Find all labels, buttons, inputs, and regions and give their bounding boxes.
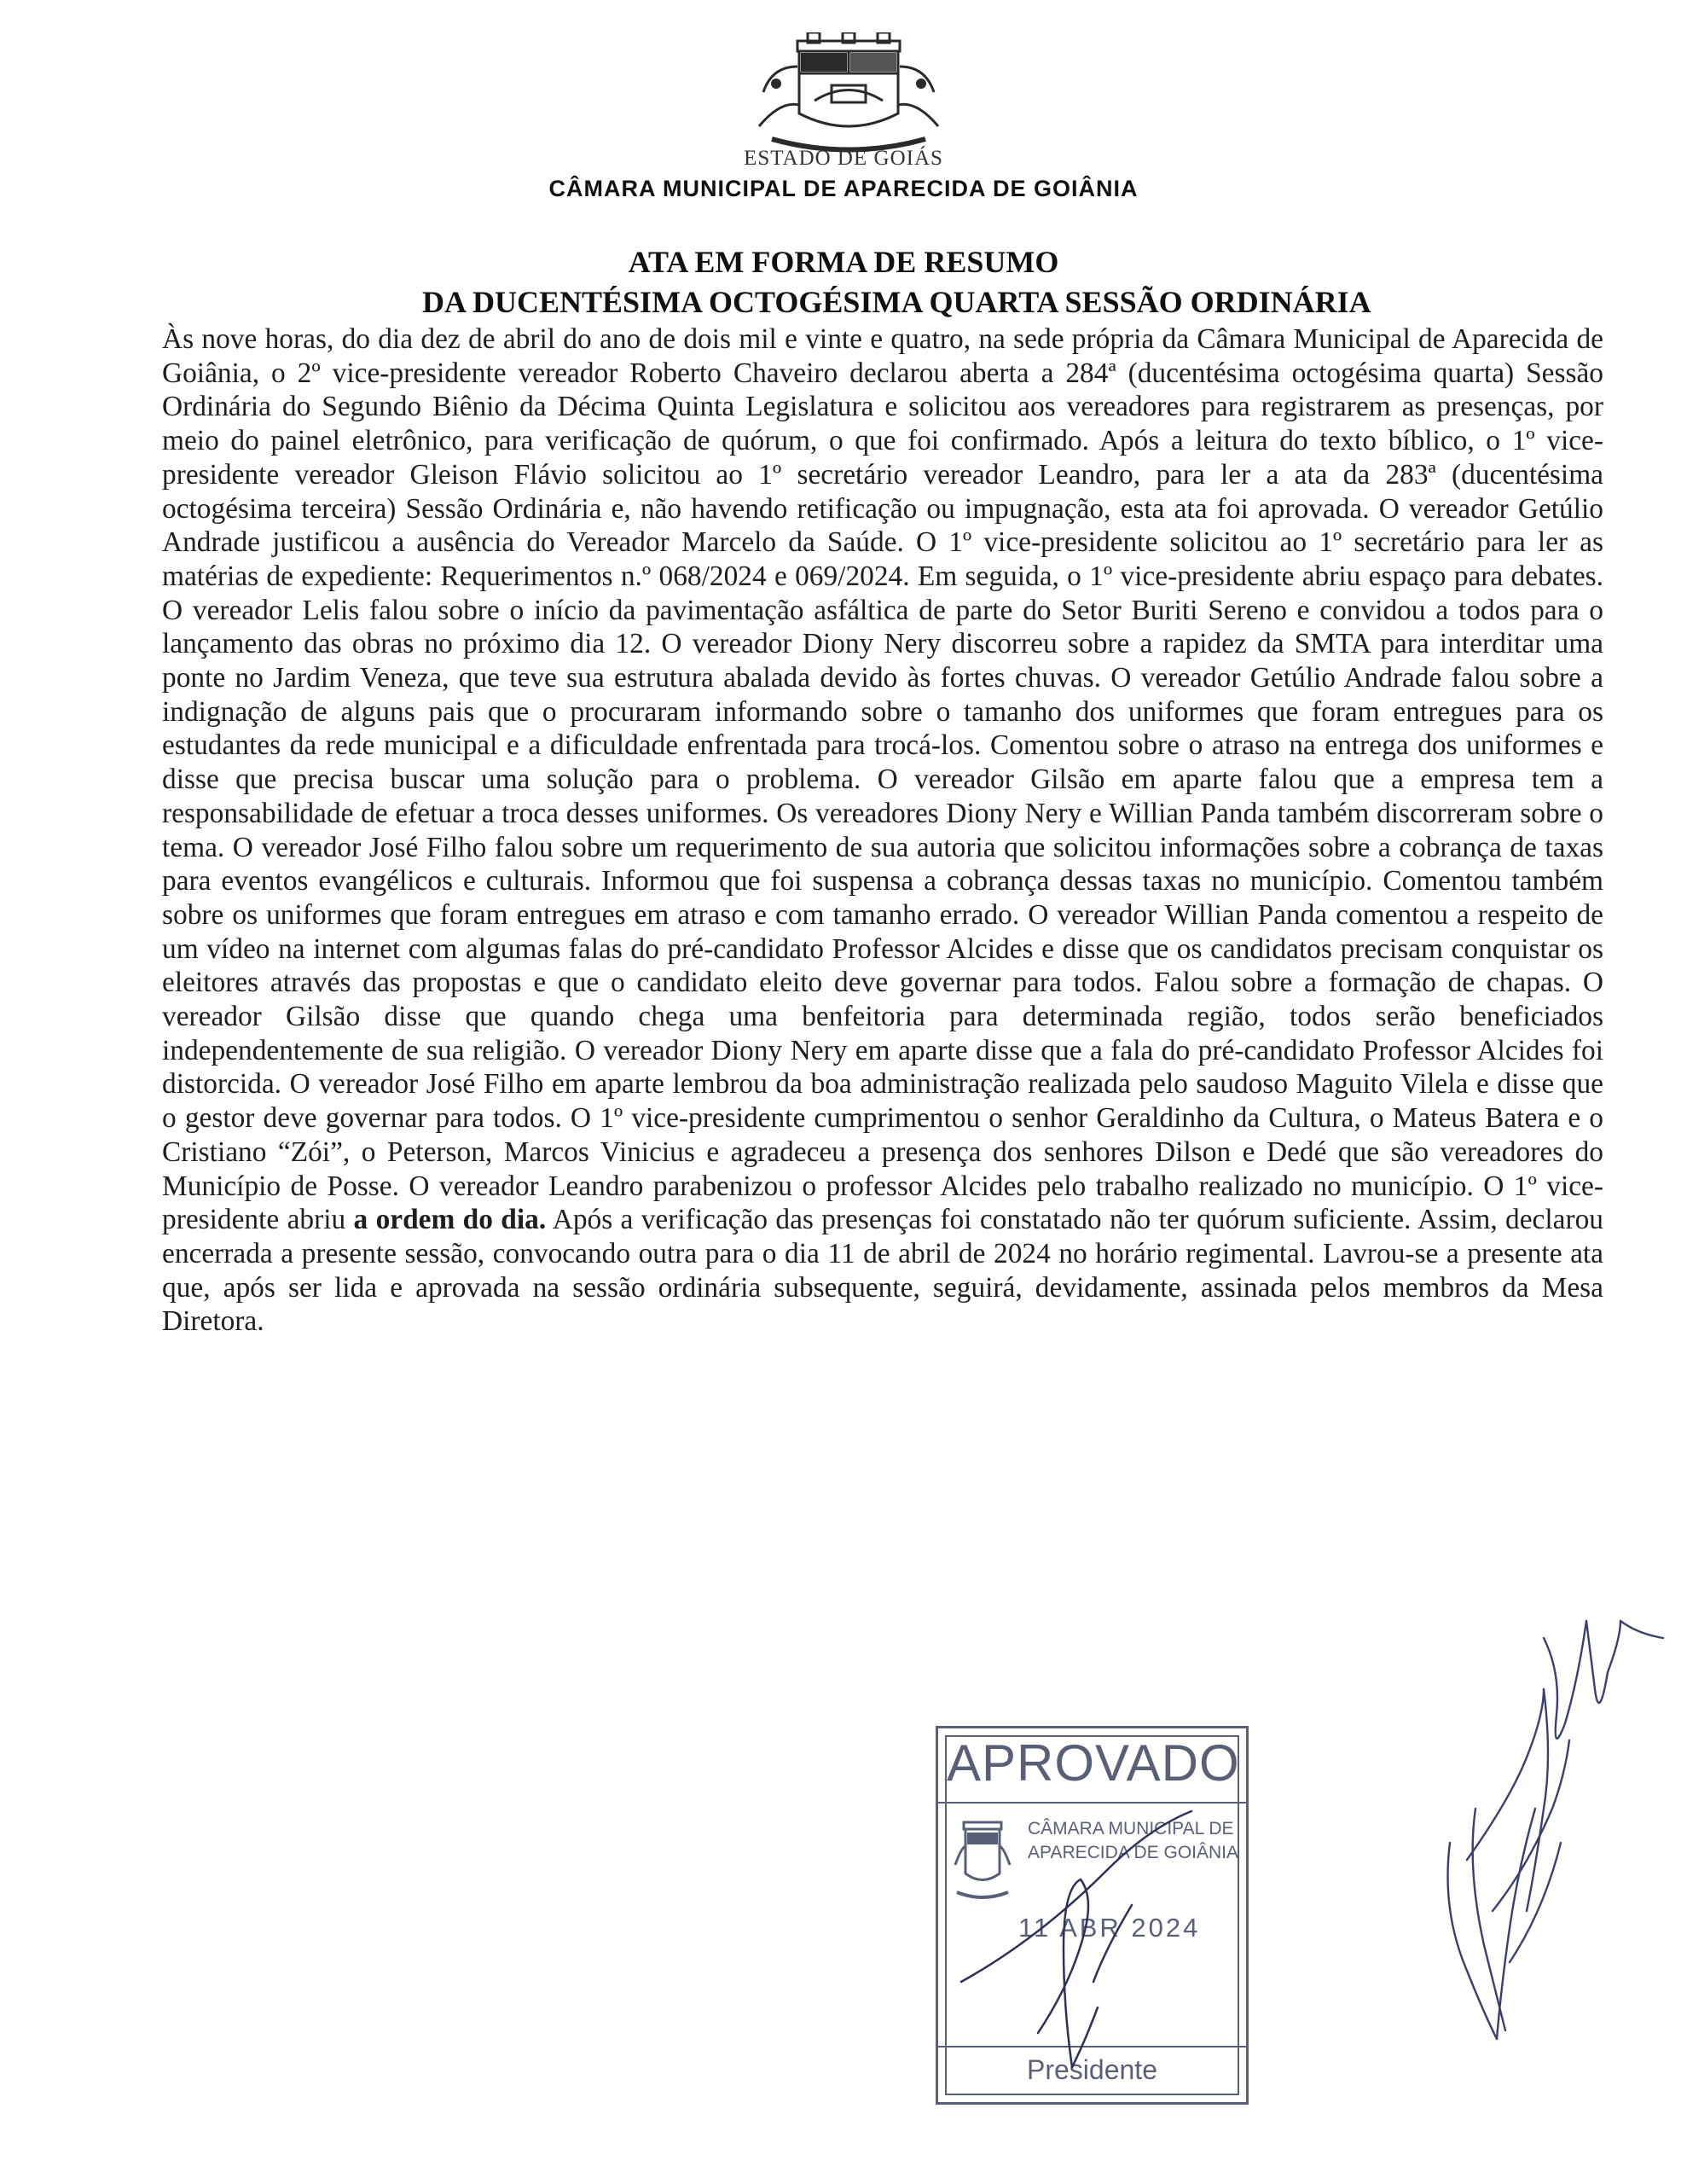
stamp-org-line-2: APARECIDA DE GOIÂNIA (1028, 1843, 1239, 1862)
coat-of-arms-emblem (746, 32, 951, 160)
minutes-emphasis: a ordem do dia. (353, 1204, 547, 1236)
stamp-date: 11 ABR 2024 (1018, 1913, 1201, 1943)
stamp-role: Presidente (1027, 2054, 1157, 2085)
state-name: ESTADO DE GOIÁS (744, 147, 943, 170)
margin-signature (1416, 1587, 1672, 2065)
chamber-name: CÂMARA MUNICIPAL DE APARECIDA DE GOIÂNIA (548, 176, 1139, 201)
document-title-line-2: DA DUCENTÉSIMA OCTOGÉSIMA QUARTA SESSÃO ORDINÁRIA (422, 285, 1371, 319)
stamp-org-line-1: CÂMARA MUNICIPAL DE (1028, 1819, 1234, 1838)
minutes-text-part-1: Às nove horas, do dia dez de abril do ano de dois mil e vinte e quatro, na sede própria da Câmara Municipal de Aparecida de Goiânia, o 2º vice-presidente vereador Roberto Chaveiro declarou aberta a 284ª (ducentésima octogésima quarta) Sessão Ordinária do Segundo Biênio da Décima Quinta Legislatura e solicitou aos vereadores para registrarem as presenças, por meio do painel eletrônico, para verificação de quórum, o que foi confirmado. Após a leitura do texto bíblico, o 1º vice-presidente vereador Gleison Flávio solicitou ao 1º secretário vereador Leandro, para ler a ata da 283ª (ducentésima octogésima terceira) Sessão Ordinária e, não havendo retificação ou impugnação, esta ata foi aprovada. O vereador Getúlio Andrade justificou a ausência do Vereador Marcelo da Saúde. O 1º vice-presidente solicitou ao 1º secretário para ler as matérias de expediente: Requerimentos n.º 068/2024 e 069/2024. Em seguida, o 1º vice-presidente abriu espaço para debates. O vereador Lelis falou sobre o início da pavimentação asfáltica de parte do Setor Buriti Sereno e convidou a todos para o lançamento das obras no próximo dia 12. O vereador Diony Nery discorreu sobre a rapidez da SMTA para interditar uma ponte no Jardim Veneza, que teve sua estrutura abalada devido às fortes chuvas. O vereador Getúlio Andrade falou sobre a indignação de alguns pais que o procuraram informando sobre o tamanho dos uniformes que foram entregues para os estudantes da rede municipal e a dificuldade enfrentada para trocá-los. Comentou sobre o atraso na entrega dos uniformes e disse que precisa buscar uma solução para o problema. O vereador Gilsão em aparte falou que a empresa tem a responsabilidade de efetuar a troca desses uniformes. Os vereadores Diony Nery e Willian Panda também discorreram sobre o tema. O vereador José Filho falou sobre um requerimento de sua autoria que solicitou informações sobre a cobrança de taxas para eventos evangélicos e culturais. Informou que foi suspensa a cobrança dessas taxas no município. Comentou também sobre os uniformes que foram entregues em atraso e com tamanho errado. O vereador Willian Panda comentou a respeito de um vídeo na internet com algumas falas do pré-candidato Professor Alcides e disse que os candidatos precisam conquistar os eleitores através das propostas e que o candidato eleito deve governar para todos. Falou sobre a formação de chapas. O vereador Gilsão disse que quando chega uma benfeitoria para determinada região, todos serão beneficiados independentemente de sua religião. O vereador Diony Nery em aparte disse que a fala do pré-candidato Professor Alcides foi distorcida. O vereador José Filho em aparte lembrou da boa administração realizada pelo saudoso Maguito Vilela e disse que o gestor deve governar para todos. O 1º vice-presidente cumprimentou o senhor Geraldinho da Cultura, o Mateus Batera e o Cristiano “Zói”, o Peterson, Marcos Vinicius e agradeceu a presença dos senhores Dilson e Dedé que são vereadores do Município de Posse. O vereador Leandro parabenizou o professor Alcides pelo trabalho realizado no município. O 1º vice-presidente abriu (162, 323, 1603, 1236)
document-title-line-1: ATA EM FORMA DE RESUMO (628, 245, 1059, 279)
president-signature (936, 1726, 1249, 2105)
minutes-body (162, 322, 1603, 1339)
minutes-text-part-2: Após a verificação das presenças foi constatado não ter quórum suficiente. Assim, declarou encerrada a presente sessão, convocando outra para o dia 11 de abril de 2024 no horário regimental. Lavrou-se a presente ata que, após ser lida e aprovada na sessão ordinária subsequente, seguirá, devidamente, assinada pelos membros da Mesa Diretora. (162, 1204, 1603, 1338)
stamp-title: APROVADO (947, 1734, 1240, 1792)
